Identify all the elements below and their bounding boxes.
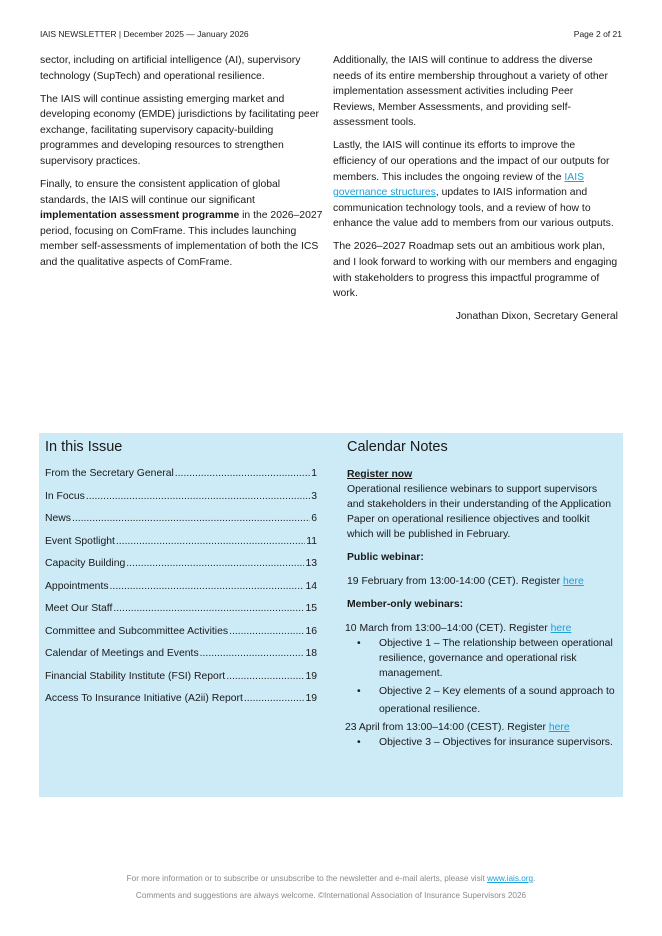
toc-item[interactable] [45, 535, 317, 558]
toc-leader [126, 557, 304, 570]
session-text: 19 February from 13:00-14:00 (CET). Register [347, 576, 561, 587]
paragraph [40, 177, 325, 271]
toc-item-page: 15 [305, 603, 317, 614]
signature: Jonathan Dixon, Secretary General [455, 311, 618, 323]
governance-structures-link[interactable]: IAIS governance structures [333, 171, 585, 199]
toc-item[interactable] [45, 670, 317, 693]
toc-item[interactable] [45, 647, 317, 670]
toc-leader [226, 670, 304, 683]
toc-item-title: Appointments [45, 580, 109, 592]
page-footer [0, 873, 662, 907]
toc-item[interactable] [45, 602, 317, 625]
toc-item-title: In Focus [45, 490, 85, 502]
toc-leader [113, 602, 304, 615]
objective-item: • Objective 1 – The relationship between operational resilience, governance and operational risk management. [379, 636, 617, 681]
toc-item[interactable] [45, 467, 317, 490]
paragraph: The IAIS will continue assisting emerging market and developing economy (EMDE) jurisdictions by facilitating peer exchange, facilitating supervisory capacity-building programmes and developing resources to strengthen supervisory practices. [40, 93, 319, 167]
register-link[interactable]: here [563, 576, 584, 587]
text-run: Finally, to ensure the consistent application of global standards, the IAIS will continue our significant [40, 178, 281, 206]
toc-item-title: From the Secretary General [45, 468, 174, 479]
toc-list [45, 467, 317, 715]
paragraph: The 2026–2027 Roadmap sets out an ambitious work plan, and I look forward to working with our members and engaging with stakeholders to progress this impactful programme of work. [333, 241, 618, 300]
toc-item-page: 1 [311, 468, 317, 479]
toc-item-title: Access To Insurance Initiative (A2ii) Report [45, 693, 243, 704]
session-text: 10 March from 13:00–14:00 (CET). Register [345, 623, 548, 634]
toc-title: In this Issue [45, 439, 123, 455]
toc-item-title: Capacity Building [45, 558, 126, 569]
toc-item-title: Calendar of Meetings and Events [45, 648, 199, 659]
toc-item-title: Event Spotlight [45, 535, 115, 547]
toc-item-title: Financial Stability Institute (FSI) Report [45, 670, 226, 682]
toc-leader [229, 625, 304, 638]
footer-text: For more information or to subscribe or unsubscribe to the newsletter and e-mail alerts, please visit [126, 874, 485, 883]
objective-item: • Objective 2 – Key elements of a sound approach to operational resilience. [379, 683, 617, 719]
text-run: in the 2026–2027 period, focusing on ComFrame. This includes launching member self-assessments of implementation of both the ICS and the qualitative aspects of ComFrame. [40, 210, 323, 268]
footer-copyright: Comments and suggestions are always welcome. ©International Association of Insurance Supervisors 2026 [135, 891, 527, 900]
toc-item[interactable] [45, 580, 317, 603]
toc-item-page: 19 [305, 670, 317, 682]
toc-item[interactable] [45, 625, 317, 648]
register-link[interactable]: here [550, 623, 572, 634]
footer-period: . [533, 874, 536, 883]
calendar-notes [347, 439, 617, 750]
public-webinar-session [347, 574, 617, 589]
toc-leader [175, 467, 310, 480]
toc-item-page: 6 [311, 513, 317, 524]
text-run: , updates to IAIS information and communication technology tools, and a review of how to enhance the value add to members from our various outputs. [333, 187, 614, 230]
toc-item[interactable] [45, 490, 317, 513]
toc-leader [200, 647, 305, 660]
register-heading: Register now [347, 469, 413, 480]
member-session-1 [345, 621, 617, 636]
public-webinar-heading: Public webinar: [347, 552, 424, 563]
left-column [40, 53, 325, 278]
paragraph: Additionally, the IAIS will continue to address the diverse needs of its entire membership throughout a variety of other implementation assessment activities including Peer Reviews, Member Assessments, and providing self-assessment tools. [333, 55, 608, 129]
newsletter-title: IAIS NEWSLETTER | December 2025 — January 2026 [40, 29, 249, 39]
toc-item-page: 3 [311, 490, 317, 502]
toc-item-page: 16 [305, 625, 317, 637]
toc-leader [244, 692, 305, 705]
right-column [333, 53, 618, 332]
iais-website-link[interactable]: www.iais.org [487, 874, 534, 883]
toc-item-title: News [45, 513, 71, 524]
paragraph: sector, including on artificial intelligence (AI), supervisory technology (SupTech) and operational resilience. [40, 55, 301, 82]
toc-item-page: 14 [305, 580, 317, 592]
page-header [40, 29, 622, 43]
toc-item-page: 18 [305, 648, 317, 659]
info-box [39, 433, 623, 797]
objective-item: • Objective 3 – Objectives for insurance supervisors. [379, 735, 617, 750]
text-run: Lastly, the IAIS will continue its efforts to improve the efficiency of our operations and the impact of our outputs for members. This includes the ongoing review of the [333, 140, 610, 183]
page-number: Page 2 of 21 [573, 29, 622, 39]
toc-leader [72, 512, 310, 525]
toc-item-page: 11 [306, 535, 317, 547]
member-session-2 [345, 720, 617, 735]
session-2-objectives [347, 735, 617, 750]
toc-leader [86, 490, 310, 503]
in-this-issue [45, 439, 317, 715]
toc-item-title: Committee and Subcommittee Activities [45, 625, 229, 637]
toc-item-page: 13 [305, 558, 317, 569]
member-webinars-heading: Member-only webinars: [347, 599, 464, 610]
toc-item[interactable] [45, 512, 317, 535]
calendar-title: Calendar Notes [347, 439, 448, 455]
webinar-intro: Operational resilience webinars to support supervisors and stakeholders in their understanding of the Application Paper on operational resilience objectives and toolkit which will be published in February. [347, 484, 611, 540]
toc-item-title: Meet Our Staff [45, 603, 113, 614]
bold-phrase: implementation assessment programme [40, 210, 240, 222]
paragraph [333, 138, 618, 232]
footer-subscribe-line [0, 873, 662, 885]
toc-leader [116, 535, 305, 548]
toc-leader [110, 580, 305, 593]
session-1-objectives [347, 636, 617, 719]
toc-item[interactable] [45, 557, 317, 580]
toc-item-page: 19 [305, 693, 317, 704]
toc-item[interactable] [45, 692, 317, 715]
register-link[interactable]: here [548, 722, 570, 733]
session-text: 23 April from 13:00–14:00 (CEST). Register [345, 722, 546, 733]
